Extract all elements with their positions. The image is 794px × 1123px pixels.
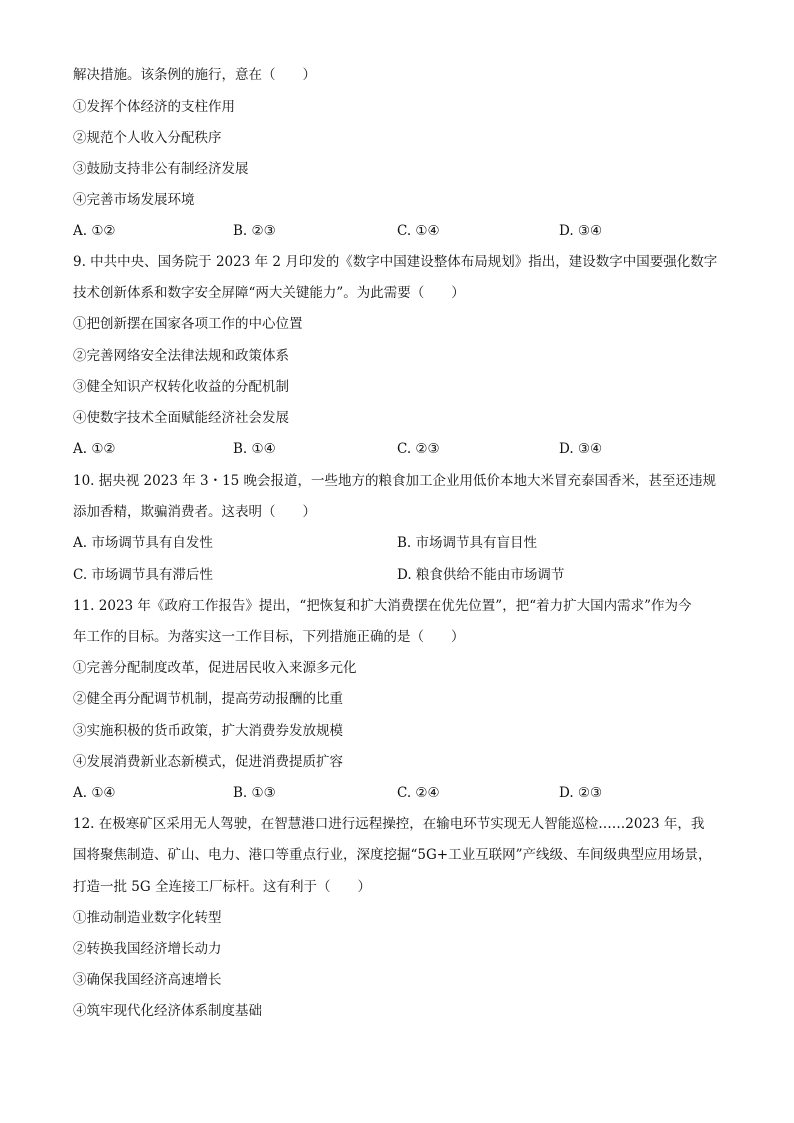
q11-item-3: ③实施积极的货币政策，扩大消费券发放规模	[73, 723, 343, 739]
q10-stem-line-1: 10. 据央视 2023 年 3・15 晚会报道，一些地方的粮食加工企业用低价本地大米冒充泰国香米，甚至还违规	[73, 473, 717, 489]
q11-stem-line-2: 年工作的目标。为落实这一工作目标，下列措施正确的是（ ）	[73, 629, 465, 645]
q11-stem-line-1: 11. 2023 年《政府工作报告》提出，“把恢复和扩大消费摆在优先位置”，把“着力扩大国内需求”作为今	[73, 598, 692, 614]
q11-option-a: A. ①④	[73, 785, 116, 801]
q12-stem-line-3: 打造一批 5G 全连接工厂标杆。这有利于（ ）	[73, 879, 371, 895]
q9-item-1: ①把创新摆在国家各项工作的中心位置	[73, 316, 303, 332]
q12-item-2: ②转换我国经济增长动力	[73, 941, 222, 957]
q10-option-b: B. 市场调节具有盲目性	[397, 535, 538, 551]
q11-item-2: ②健全再分配调节机制，提高劳动报酬的比重	[73, 691, 343, 707]
q10-stem-line-2: 添加香精，欺骗消费者。这表明（ ）	[73, 504, 316, 520]
q8-item-2: ②规范个人收入分配秩序	[73, 130, 222, 146]
q9-stem-line-1: 9. 中共中央、国务院于 2023 年 2 月印发的《数字中国建设整体布局规划》指出，建设数字中国要强化数字	[73, 254, 718, 270]
q11-item-4: ④发展消费新业态新模式，促进消费提质扩容	[73, 754, 343, 770]
q10-option-c: C. 市场调节具有滞后性	[73, 567, 213, 583]
q11-item-1: ①完善分配制度改革，促进居民收入来源多元化	[73, 660, 357, 676]
q9-option-a: A. ①②	[73, 441, 116, 457]
q12-stem-line-2: 国将聚焦制造、矿山、电力、港口等重点行业，深度挖掘“5G+工业互联网”产线级、车间级典型应用场景，	[73, 847, 712, 863]
q9-stem-line-2: 技术创新体系和数字安全屏障“两大关键能力”。为此需要（ ）	[73, 285, 465, 301]
q8-stem-tail: 解决措施。该条例的施行，意在（ ）	[73, 67, 316, 83]
q10-option-d: D. 粮食供给不能由市场调节	[397, 567, 565, 583]
q9-option-d: D. ③④	[559, 441, 603, 457]
q12-stem-line-1: 12. 在极寒矿区采用无人驾驶，在智慧港口进行远程操控，在输电环节实现无人智能巡检……2023 年，我	[73, 816, 705, 832]
q9-option-b: B. ①④	[233, 441, 276, 457]
q12-item-3: ③确保我国经济高速增长	[73, 972, 222, 988]
q8-item-3: ③鼓励支持非公有制经济发展	[73, 161, 249, 177]
q9-option-c: C. ②③	[397, 441, 440, 457]
q8-option-b: B. ②③	[233, 223, 276, 239]
q9-item-2: ②完善网络安全法律法规和政策体系	[73, 348, 289, 364]
q8-item-4: ④完善市场发展环境	[73, 192, 195, 208]
q8-option-c: C. ①④	[397, 223, 440, 239]
q11-option-c: C. ②④	[397, 785, 440, 801]
q11-option-b: B. ①③	[233, 785, 276, 801]
q8-item-1: ①发挥个体经济的支柱作用	[73, 99, 235, 115]
q12-item-4: ④筑牢现代化经济体系制度基础	[73, 1003, 262, 1019]
q10-option-a: A. 市场调节具有自发性	[73, 535, 213, 551]
q9-item-3: ③健全知识产权转化收益的分配机制	[73, 379, 289, 395]
q11-option-d: D. ②③	[559, 785, 603, 801]
q8-option-a: A. ①②	[73, 223, 116, 239]
q8-option-d: D. ③④	[559, 223, 603, 239]
q12-item-1: ①推动制造业数字化转型	[73, 910, 222, 926]
q9-item-4: ④使数字技术全面赋能经济社会发展	[73, 410, 289, 426]
